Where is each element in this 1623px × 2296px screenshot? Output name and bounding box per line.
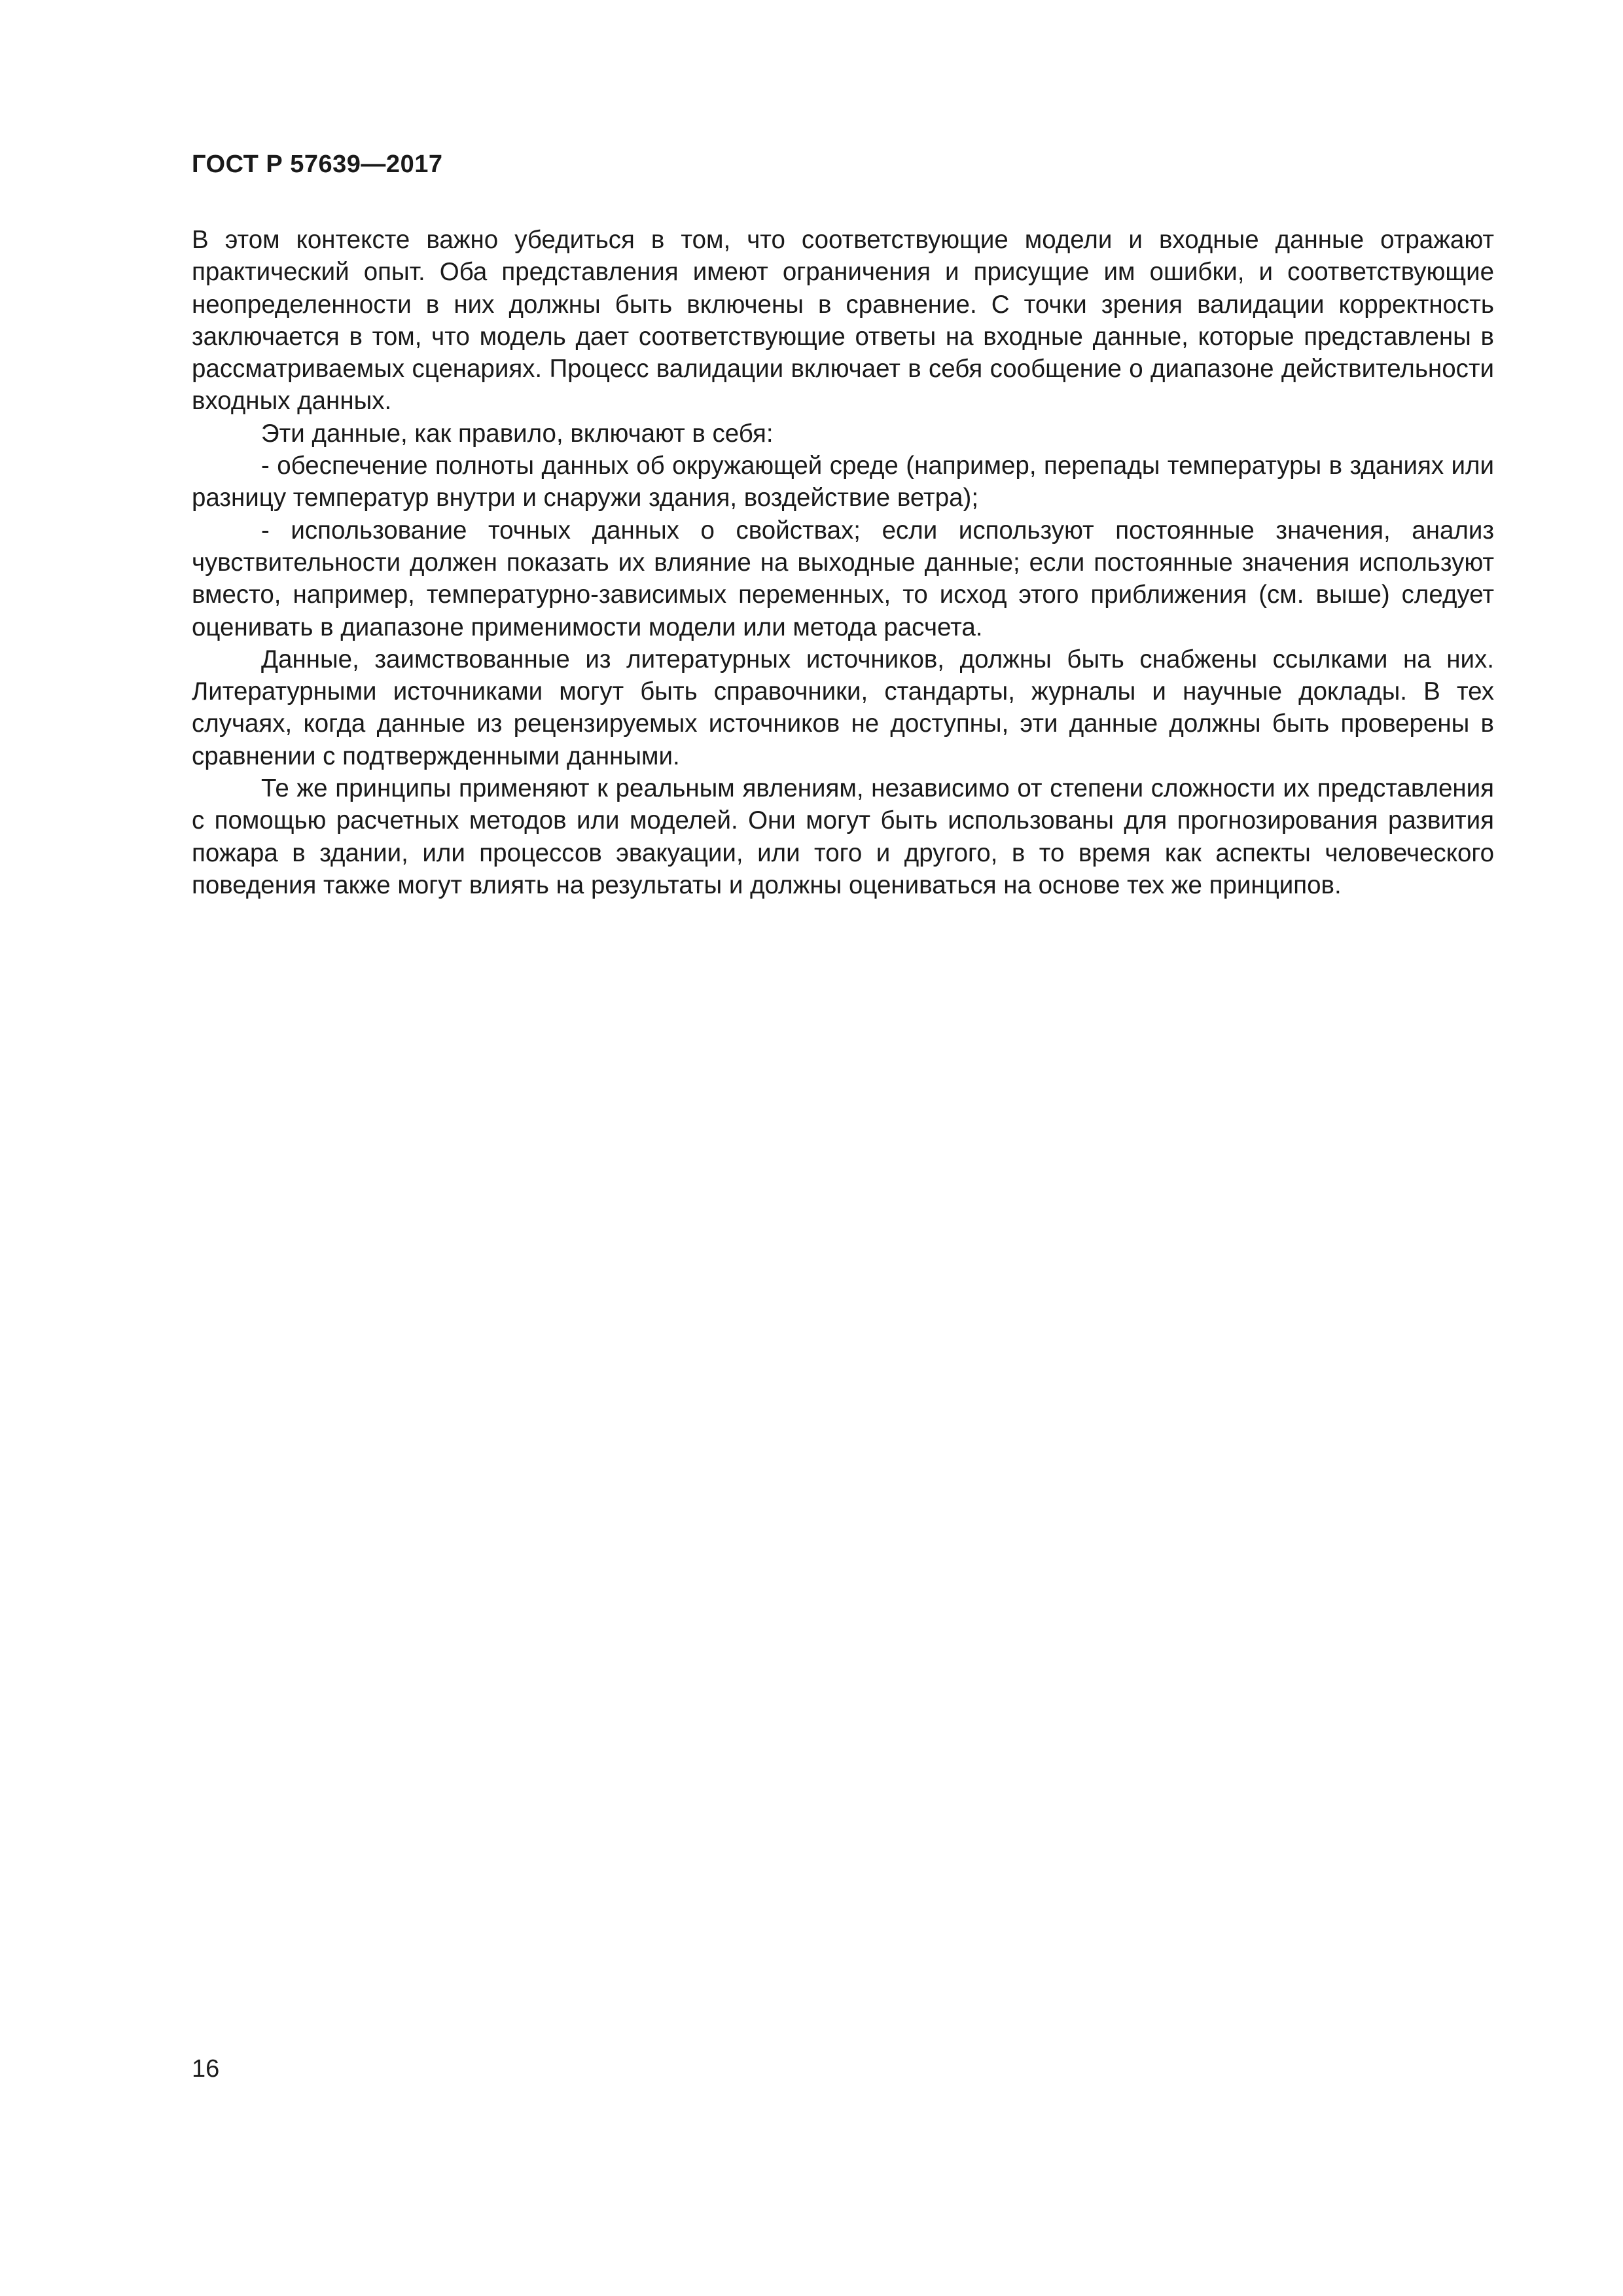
paragraph-literature-sources: Данные, заимствованные из литературных источников, должны быть снабжены ссылками на них. Литературными источниками могут быть справочники, стандарты, журналы и научные доклады. В тех случаях, когда данные из рецензируемых источников не доступны, эти данные должны быть проверены в сравнении с подтвержденными данными.	[192, 645, 1494, 770]
paragraph-validation-context: В этом контексте важно убедиться в том, что соответствующие модели и входные данные отражают практический опыт. Оба представления имеют ограничения и присущие им ошибки, и соответствующие неопределенности в них должны быть включены в сравнение. С точки зрения валидации корректность заключается в том, что модель дает соответствующие ответы на входные данные, которые представлены в рассматриваемых сценариях. Процесс валидации включает в себя сообщение о диапазоне действительности входных данных.	[192, 226, 1494, 416]
list-item-environment-data: - обеспечение полноты данных об окружающей среде (например, перепады температуры в зданиях или разницу температур внутри и снаружи здания, воздействие ветра);	[192, 452, 1494, 512]
page-number: 16	[192, 2055, 220, 2083]
document-header: ГОСТ Р 57639—2017	[192, 151, 443, 178]
paragraph-data-includes: Эти данные, как правило, включают в себя:	[261, 419, 774, 448]
document-body	[192, 224, 1494, 901]
list-item-property-data: - использование точных данных о свойствах; если используют постоянные значения, анализ чувствительности должен показать их влияние на выходные данные; если постоянные значения используют вместо, например, температурно-зависимых переменных, то исход этого приближения (см. выше) следует оценивать в диапазоне применимости модели или метода расчета.	[192, 516, 1494, 641]
paragraph-principles: Те же принципы применяют к реальным явлениям, независимо от степени сложности их представления с помощью расчетных методов или моделей. Они могут быть использованы для прогнозирования развития пожара в здании, или процессов эвакуации, или того и другого, в то время как аспекты человеческого поведения также могут влиять на результаты и должны оцениваться на основе тех же принципов.	[192, 774, 1494, 899]
